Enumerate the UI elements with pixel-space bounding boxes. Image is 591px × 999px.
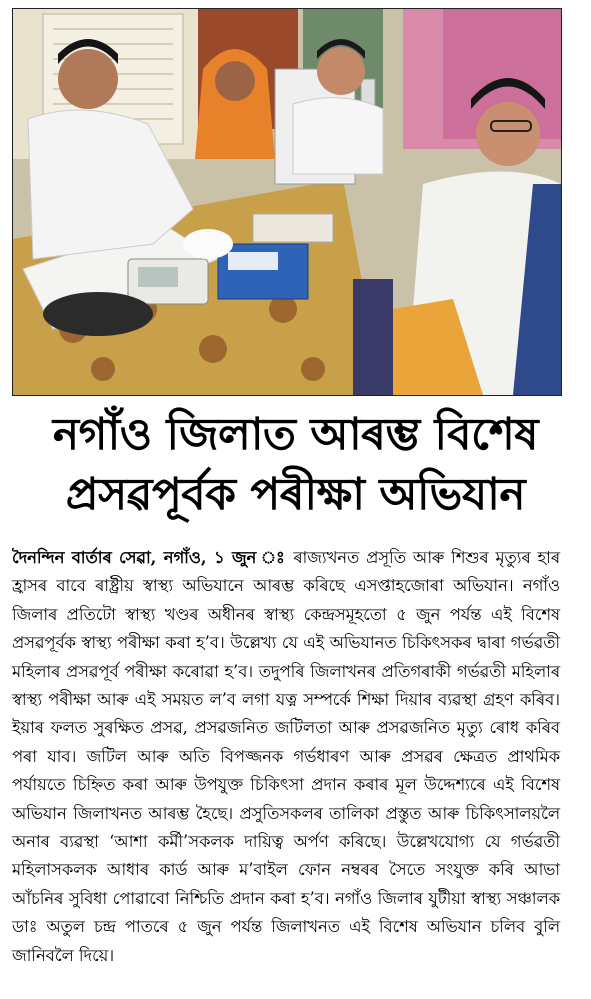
article-body xyxy=(12,544,560,970)
article-headline xyxy=(0,405,591,525)
next-headline-ink xyxy=(20,982,560,999)
next-article-headline-clipped xyxy=(20,982,560,999)
article-byline: দৈনন্দিন বাৰ্তাৰ সেৱা, নগাঁও, ১ জুন ঃ xyxy=(12,548,287,567)
headline-line-2: প্ৰসৱপূৰ্বক পৰীক্ষা অভিযান xyxy=(65,469,526,520)
headline-line-1: নগাঁও জিলাত আৰম্ভ বিশেষ xyxy=(52,409,539,460)
news-photo-illustration xyxy=(13,9,561,395)
article-text: ৰাজ্যখনত প্ৰসূতি আৰু শিশুৰ মৃত্যুৰ হাৰ হ্ৰাসৰ বাবে ৰাষ্ট্ৰীয় স্বাস্থ্য অভিযানে আৰম্ভ কৰিছে এসপ্তাহজোৰা অভিযান। নগাঁও জিলাৰ প্ৰতিটো স্বাস্থ্য খণ্ডৰ অধীনৰ স্বাস্থ্য কেন্দ্ৰসমূহতো ৫ জুন পৰ্যন্ত এই বিশেষ প্ৰসৱপূৰ্বক স্বাস্থ্য পৰীক্ষা কৰা হ’ব। উল্লেখ্য যে এই অভিযানত চিকিৎসকৰ দ্বাৰা গৰ্ভৱতী মহিলাৰ প্ৰসৱপূৰ্ব পৰীক্ষা কৰোৱা হ’ব। তদুপৰি জিলাখনৰ প্ৰতিগৰাকী গৰ্ভৱতী মহিলাৰ স্বাস্থ্য পৰীক্ষা আৰু এই সময়ত ল’ব লগা যত্ন সম্পৰ্কে শিক্ষা দিয়াৰ ব্যৱস্থা গ্ৰহণ কৰিব। ইয়াৰ ফলত সুৰক্ষিত প্ৰসৱ, প্ৰসৱজনিত জটিলতা আৰু প্ৰসৱজনিত মৃত্যু ৰোধ কৰিব পৰা যাব। জটিল আৰু অতি বিপজ্জনক গৰ্ভধাৰণ আৰু প্ৰসৱৰ ক্ষেত্ৰত প্ৰাথমিক পৰ্যায়তে চিহ্নিত কৰা আৰু উপযুক্ত চিকিৎসা প্ৰদান কৰাৰ মূল উদ্দেশ্যৰে এই বিশেষ অভিযান জিলাখনত আৰম্ভ হৈছে। প্ৰসুতিসকলৰ তালিকা প্ৰস্তুত আৰু চিকিৎসালয়লৈ অনাৰ ব্যৱস্থা ‘আশা কৰ্মী’সকলক দায়িত্ব অৰ্পণ কৰিছে। উল্লেখযোগ্য যে গৰ্ভৱতী মহিলাসকলক আধাৰ কাৰ্ড আৰু ম’বাইল ফোন নম্বৰৰ সৈতে সংযুক্ত কৰি আভা আঁচনিৰ সুবিধা পোৱাবো নিশ্চিতি প্ৰদান কৰা হ’ব। নগাঁও জিলাৰ যুটীয়া স্বাস্থ্য সঞ্চালক ডাঃ অতুল চন্দ্ৰ পাতৰে ৫ জুন পৰ্যন্ত জিলাখনত এই বিশেষ অভিযান চলিব বুলি জানিবলৈ দিয়ে। xyxy=(12,548,560,965)
news-photo xyxy=(12,8,562,396)
